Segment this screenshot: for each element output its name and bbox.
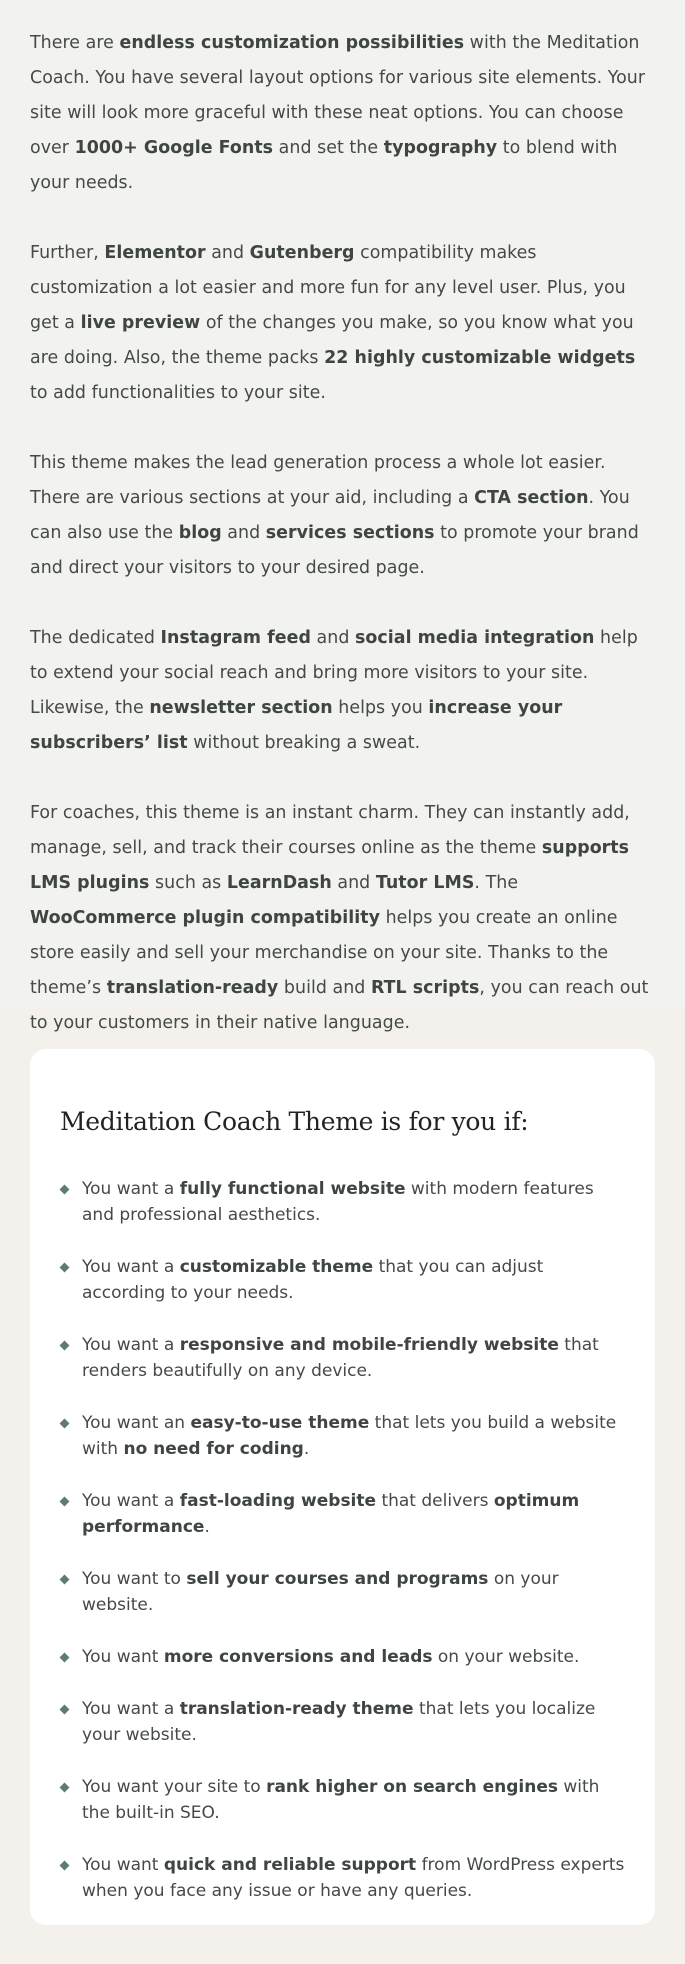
bold-text: Elementor <box>104 243 206 263</box>
text-run: and <box>331 873 376 893</box>
list-item-text <box>82 1257 543 1303</box>
list-item-text <box>82 1179 594 1225</box>
bold-text: increase your subscribers’ list <box>30 698 563 753</box>
intro-paragraph <box>30 621 655 761</box>
bold-text: LearnDash <box>226 873 332 893</box>
bold-text: sell your courses and programs <box>186 1569 489 1589</box>
bold-text: Tutor LMS <box>375 873 475 893</box>
diamond-bullet-icon <box>60 1263 70 1273</box>
text-run: You want a <box>82 1257 180 1277</box>
bold-text: more conversions and leads <box>163 1647 433 1667</box>
bold-text: quick and reliable support <box>163 1855 417 1875</box>
text-run: of the changes you make, so you know what you are doing. Also, the theme packs <box>30 313 634 368</box>
bold-text: social media integration <box>355 628 595 648</box>
for-you-section <box>0 1006 685 1964</box>
diamond-bullet-icon <box>60 1497 70 1507</box>
list-item-text <box>82 1647 579 1667</box>
list-item <box>60 1774 625 1826</box>
text-run: helps you <box>332 698 429 718</box>
list-item <box>60 1852 625 1904</box>
text-run: with the built-in SEO. <box>82 1777 600 1823</box>
list-item-text <box>82 1699 595 1745</box>
text-run: with the Meditation Coach. You have several layout options for various site elements. Your site will look more graceful with these neat options. You can choose over <box>30 33 646 158</box>
text-run: with modern features and professional aesthetics. <box>82 1179 594 1225</box>
text-run: This theme makes the lead generation process a whole lot easier. There are various sections at your aid, including a <box>30 453 606 508</box>
text-run: You want a <box>82 1491 180 1511</box>
text-run: on your website. <box>82 1569 559 1615</box>
text-run: You want <box>82 1647 164 1667</box>
bold-text: endless customization possibilities <box>119 33 465 53</box>
text-run: help to extend your social reach and bring more visitors to your site. Likewise, the <box>30 628 638 718</box>
diamond-bullet-icon <box>60 1575 70 1585</box>
text-run: The dedicated <box>30 628 161 648</box>
bold-text: newsletter section <box>149 698 333 718</box>
bold-text: Gutenberg <box>249 243 355 263</box>
list-item <box>60 1410 625 1462</box>
card-title: Meditation Coach Theme is for you if: <box>60 1107 529 1136</box>
text-run: compatibility makes customization a lot easier and more fun for any level user. Plus, you get a <box>30 243 626 333</box>
text-run: and set the <box>273 138 384 158</box>
bold-text: Instagram feed <box>160 628 311 648</box>
text-run: You want a <box>82 1335 180 1355</box>
text-run: You want your site to <box>82 1777 267 1797</box>
text-run: There are <box>30 33 120 53</box>
text-run: You want to <box>82 1569 187 1589</box>
diamond-bullet-icon <box>60 1783 70 1793</box>
text-run: from WordPress experts when you face any issue or have any queries. <box>82 1855 625 1901</box>
text-run: Further, <box>30 243 105 263</box>
diamond-bullet-icon <box>60 1653 70 1663</box>
bold-text: 1000+ Google Fonts <box>74 138 274 158</box>
text-run: For coaches, this theme is an instant charm. They can instantly add, manage, sell, and track their courses online as the theme <box>30 803 630 858</box>
text-run: without breaking a sweat. <box>187 733 421 753</box>
bold-text: translation-ready theme <box>179 1699 414 1719</box>
diamond-bullet-icon <box>60 1185 70 1195</box>
text-run: such as <box>149 873 227 893</box>
bold-text: supports LMS plugins <box>30 838 630 893</box>
list-item-text <box>82 1413 616 1459</box>
list-item-text <box>82 1335 599 1381</box>
text-run: and <box>310 628 356 648</box>
text-run: on your website. <box>432 1647 580 1667</box>
text-run: . <box>303 1439 310 1459</box>
bold-text: CTA section <box>474 488 589 508</box>
bold-text: easy-to-use theme <box>190 1413 370 1433</box>
text-run: build and <box>278 978 371 998</box>
text-run: to blend with your needs. <box>30 138 618 193</box>
bold-text: WooCommerce plugin compatibility <box>30 908 380 928</box>
bold-text: live preview <box>80 313 201 333</box>
bold-text: typography <box>383 138 498 158</box>
text-run: You want a <box>82 1699 180 1719</box>
text-run: and <box>205 243 250 263</box>
for-you-card <box>30 1049 655 1925</box>
bold-text: customizable theme <box>179 1257 374 1277</box>
bold-text: optimum performance <box>82 1491 580 1537</box>
diamond-bullet-icon <box>60 1419 70 1429</box>
text-run: . The <box>474 873 519 893</box>
text-run: helps you create an online store easily and sell your merchandise on your site. Thanks to the theme’s <box>30 908 618 998</box>
bold-text: 22 highly customizable widgets <box>324 348 636 368</box>
diamond-bullet-icon <box>60 1705 70 1715</box>
list-item <box>60 1696 625 1748</box>
list-item-text <box>82 1855 624 1901</box>
text-run: , you can reach out to your customers in their native language. <box>30 978 649 1033</box>
text-run: . <box>204 1517 210 1537</box>
text-run: You want an <box>82 1413 191 1433</box>
bold-text: responsive and mobile-friendly website <box>179 1335 559 1355</box>
text-run: to add functionalities to your site. <box>30 383 326 403</box>
text-run: that renders beautifully on any device. <box>82 1335 599 1381</box>
text-run: that lets you build a website with <box>82 1413 617 1459</box>
bold-text: services sections <box>265 523 435 543</box>
list-item-text <box>82 1777 599 1823</box>
bold-text: blog <box>178 523 222 543</box>
text-run: that you can adjust according to your needs. <box>82 1257 544 1303</box>
bold-text: RTL scripts <box>370 978 480 998</box>
bold-text: rank higher on search engines <box>266 1777 558 1797</box>
benefit-list <box>60 1176 625 1904</box>
list-item <box>60 1566 625 1618</box>
text-run: to promote your brand and direct your visitors to your desired page. <box>30 523 639 578</box>
bold-text: no need for coding <box>123 1439 304 1459</box>
bold-text: fast-loading website <box>179 1491 377 1511</box>
list-item-text <box>82 1569 559 1615</box>
bold-text: translation-ready <box>106 978 279 998</box>
list-item <box>60 1254 625 1306</box>
list-item <box>60 1644 625 1670</box>
list-item-text <box>82 1491 579 1537</box>
intro-paragraph <box>30 446 655 586</box>
bold-text: fully functional website <box>179 1179 406 1199</box>
list-item <box>60 1176 625 1228</box>
diamond-bullet-icon <box>60 1861 70 1871</box>
text-run: that lets you localize your website. <box>82 1699 596 1745</box>
intro-paragraph <box>30 236 655 411</box>
intro-paragraph <box>30 796 655 1041</box>
text-run: You want <box>82 1855 164 1875</box>
text-run: You want a <box>82 1179 180 1199</box>
text-run: . You can also use the <box>30 488 630 543</box>
list-item <box>60 1332 625 1384</box>
list-item <box>60 1488 625 1540</box>
text-run: that delivers <box>376 1491 494 1511</box>
intro-paragraph <box>30 26 655 201</box>
diamond-bullet-icon <box>60 1341 70 1351</box>
text-run: and <box>221 523 266 543</box>
